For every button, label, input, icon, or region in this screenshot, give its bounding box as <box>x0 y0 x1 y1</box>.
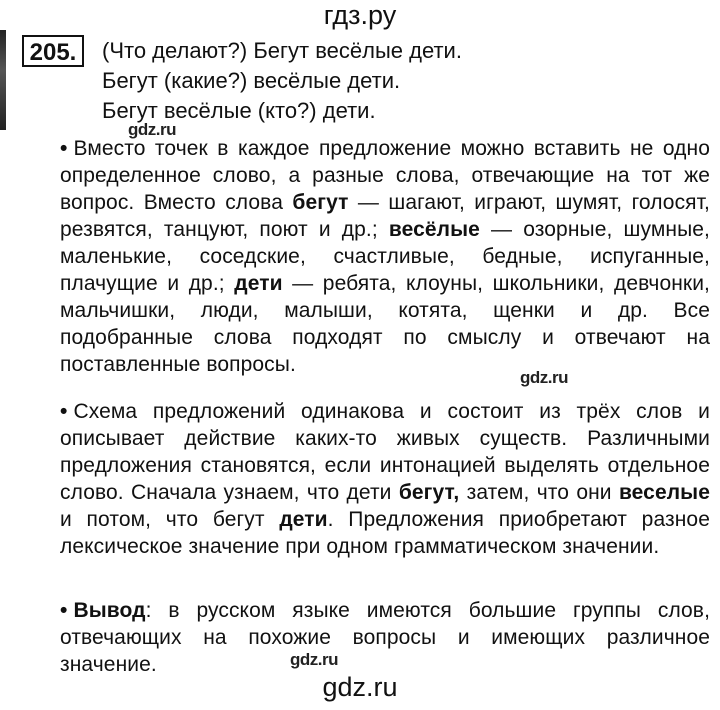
para2-text2: затем, что они <box>459 481 619 504</box>
exercise-number: 205. <box>22 35 84 67</box>
paragraph-conclusion <box>60 597 710 678</box>
watermark: gdz.ru <box>520 368 568 387</box>
para1-bold1: бегут <box>292 191 349 214</box>
paragraph-synonyms <box>60 135 710 378</box>
para2-bold2: веселые <box>618 481 710 504</box>
watermark: gdz.ru <box>290 650 338 669</box>
scan-edge-artifact <box>0 30 6 130</box>
paragraph-scheme <box>60 398 710 560</box>
site-header: гдз.ру <box>323 0 397 30</box>
para2-text1: Схема предложений одинакова и состоит из трёх слов и описывает действие каких-то живых существ. Различными предложения становятся, если интонацией выделять отдельное слово. Сначала узнаем, что дети <box>60 400 710 504</box>
bullet-icon: • <box>60 137 68 160</box>
para1-text1: Вместо точек в каждое предложение можно вставить не одно определенное слово, а разные слова, отвечающие на тот же вопрос. Вместо слова <box>60 137 710 214</box>
para1-bold2: весёлые <box>388 218 480 241</box>
para1-text2: — шагают, играют, шумят, голосят, резвятся, танцуют, поют и др.; <box>60 191 710 241</box>
exercise-line: (Что делают?) Бегут весёлые дети. <box>102 38 462 63</box>
para2-text4: . Предложения приобретают разное лексическое значение при одном грамматическом значении. <box>60 508 710 558</box>
para2-bold1: бегут, <box>398 481 460 504</box>
para1-text3: — озорные, шумные, маленькие, соседские, счастливые, бедные, испуганные, плачущие и др.; <box>60 218 710 295</box>
cropped-heading-fragment <box>30 17 430 29</box>
site-footer: gdz.ru <box>322 672 398 702</box>
para2-text3: и потом, что бегут <box>60 508 280 531</box>
para2-bold3: дети <box>279 508 328 531</box>
bullet-icon: • <box>60 599 68 622</box>
para3-bold1: Вывод <box>73 599 146 622</box>
bullet-icon: • <box>60 400 68 423</box>
para1-bold3: дети <box>234 272 283 295</box>
para1-text4: — ребята, клоуны, школьники, девчонки, мальчишки, люди, малыши, котята, щенки и др. Все подобранные слова подходят по смыслу и отвечают на поставленные вопросы. <box>60 272 710 376</box>
para3-text1: : в русском языке имеются большие группы слов, отвечающих на похожие вопросы и имеющих различное значение. <box>60 599 710 676</box>
exercise-line: Бегут (какие?) весёлые дети. <box>102 68 401 93</box>
exercise-line: Бегут весёлые (кто?) дети. <box>102 98 376 123</box>
watermark: gdz.ru <box>128 120 176 139</box>
